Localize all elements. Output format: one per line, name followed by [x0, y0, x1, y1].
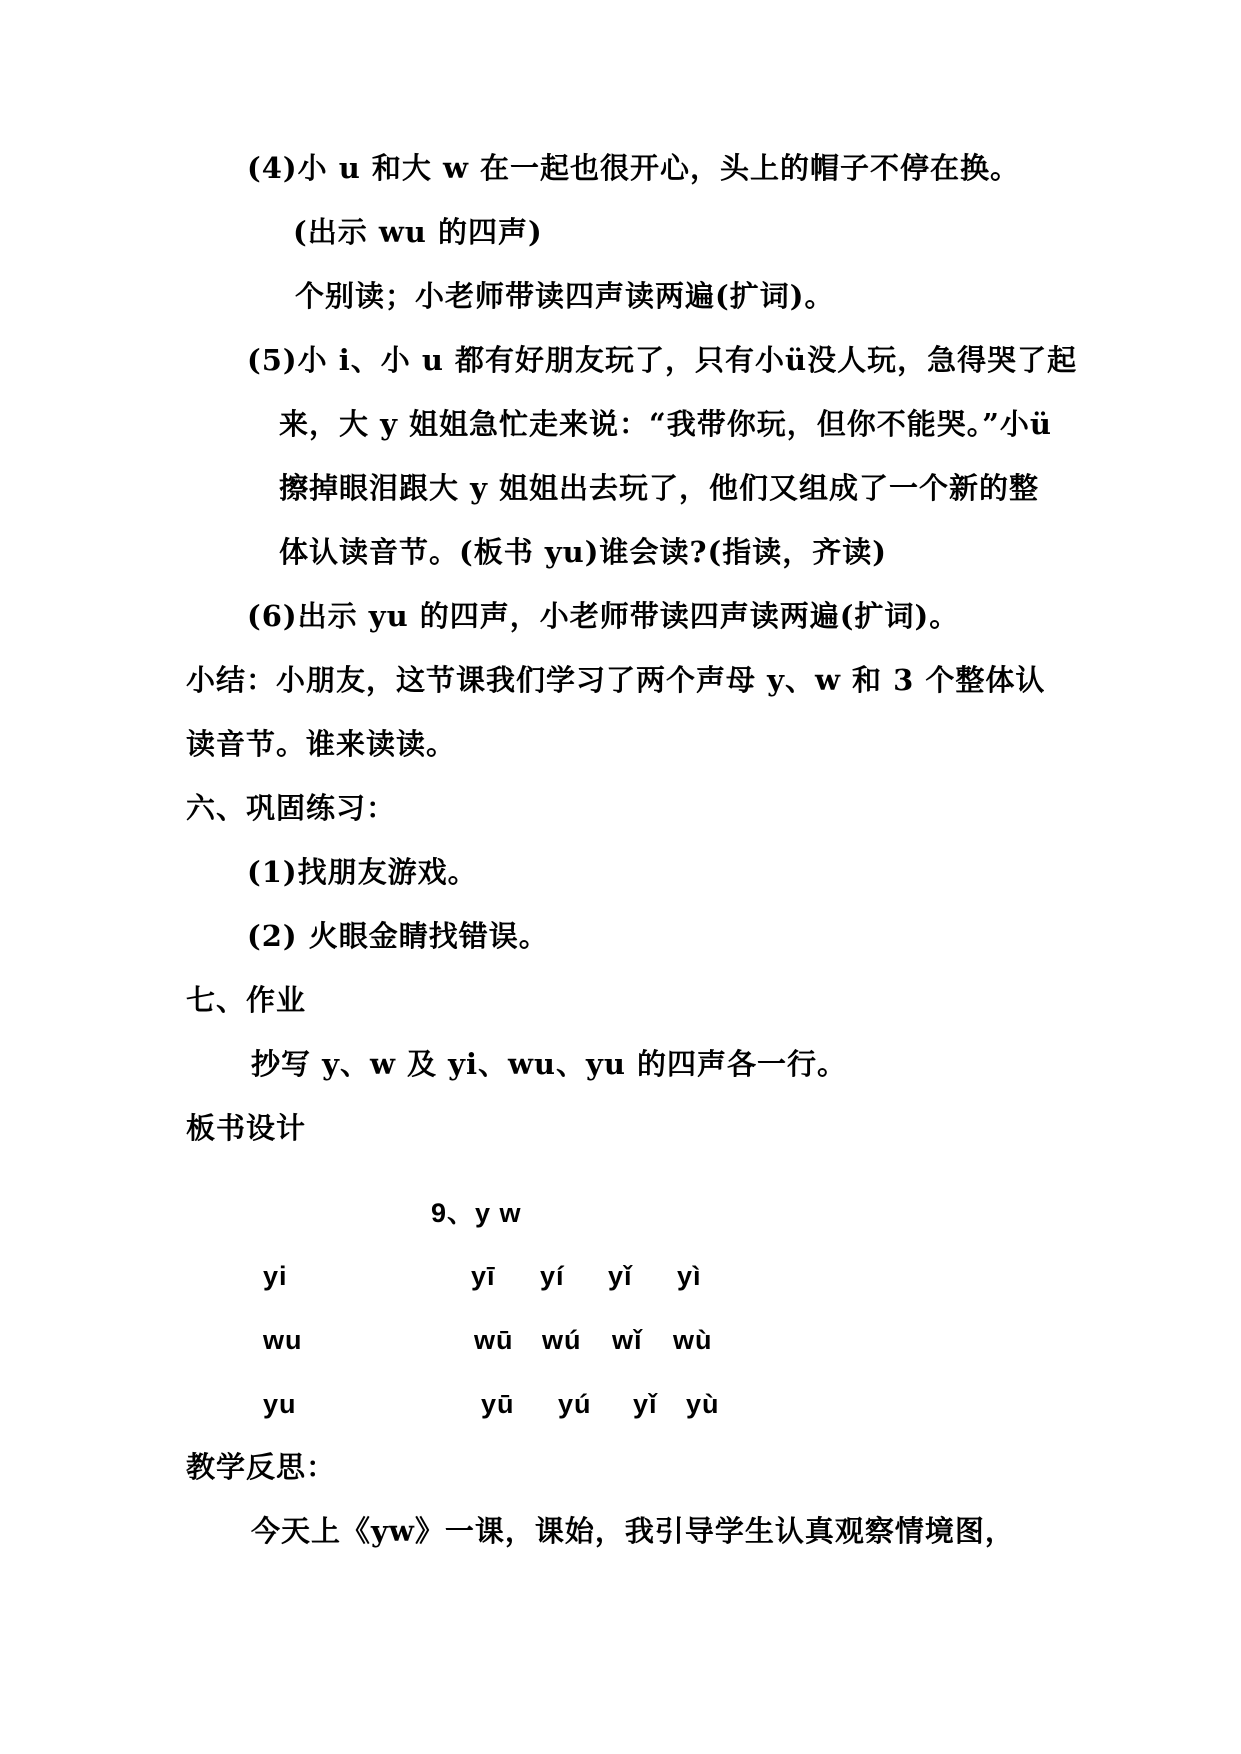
section-7-heading: 七、作业 [186, 983, 307, 1017]
board-tone-yu-2: yú [558, 1389, 592, 1419]
step-5-text-line-4: 体认读音节。(板书 yu)谁会读?(指读，齐读) [279, 535, 887, 569]
board-tone-yu-1: yū [481, 1389, 515, 1419]
homework-text: 抄写 y、w 及 yi、wu、yu 的四声各一行。 [251, 1047, 848, 1081]
board-tone-yi-3: yǐ [608, 1261, 633, 1291]
summary-line-2: 读音节。谁来读读。 [186, 727, 457, 761]
board-tone-wu-3: wǐ [612, 1325, 643, 1355]
summary-line-1: 小结：小朋友，这节课我们学习了两个声母 y、w 和 3 个整体认 [186, 663, 1046, 697]
board-tone-yu-3: yǐ [633, 1389, 658, 1419]
step-5-text-line-2: 来，大 y 姐姐急忙走来说：“我带你玩，但你不能哭。”小ü [279, 407, 1052, 441]
exercise-1: (1)找朋友游戏。 [247, 855, 478, 889]
reflection-heading: 教学反思： [186, 1450, 337, 1484]
board-syllable-wu: wu [263, 1325, 303, 1355]
board-tone-yi-2: yí [540, 1261, 565, 1291]
step-5-text-line-3: 擦掉眼泪跟大 y 姐姐出去玩了，他们又组成了一个新的整 [279, 471, 1040, 505]
step-6-text: (6)出示 yu 的四声，小老师带读四声读两遍(扩词)。 [247, 599, 960, 633]
board-tone-yu-4: yù [686, 1389, 720, 1419]
exercise-2: (2) 火眼金睛找错误。 [247, 919, 549, 953]
step-4-text: (4)小 u 和大 w 在一起也很开心，头上的帽子不停在换。 [247, 151, 1021, 185]
board-design-heading: 板书设计 [186, 1111, 307, 1145]
board-tone-wu-1: wū [474, 1325, 514, 1355]
board-tone-wu-2: wú [542, 1325, 582, 1355]
section-6-heading: 六、巩固练习： [186, 791, 397, 825]
reflection-text: 今天上《yw》一课，课始，我引导学生认真观察情境图， [251, 1514, 1015, 1548]
board-tone-yi-4: yì [677, 1261, 702, 1291]
board-tone-yi-1: yī [471, 1261, 496, 1291]
board-syllable-yu: yu [263, 1389, 297, 1419]
board-tone-wu-4: wù [673, 1325, 713, 1355]
step-4-note: (出示 wu 的四声) [293, 215, 543, 249]
board-title: 9、y w [431, 1198, 522, 1228]
step-5-text-line-1: (5)小 i、小 u 都有好朋友玩了，只有小ü没人玩，急得哭了起 [247, 343, 1078, 377]
step-4-reading: 个别读；小老师带读四声读两遍(扩词)。 [295, 279, 835, 313]
board-syllable-yi: yi [263, 1261, 288, 1291]
